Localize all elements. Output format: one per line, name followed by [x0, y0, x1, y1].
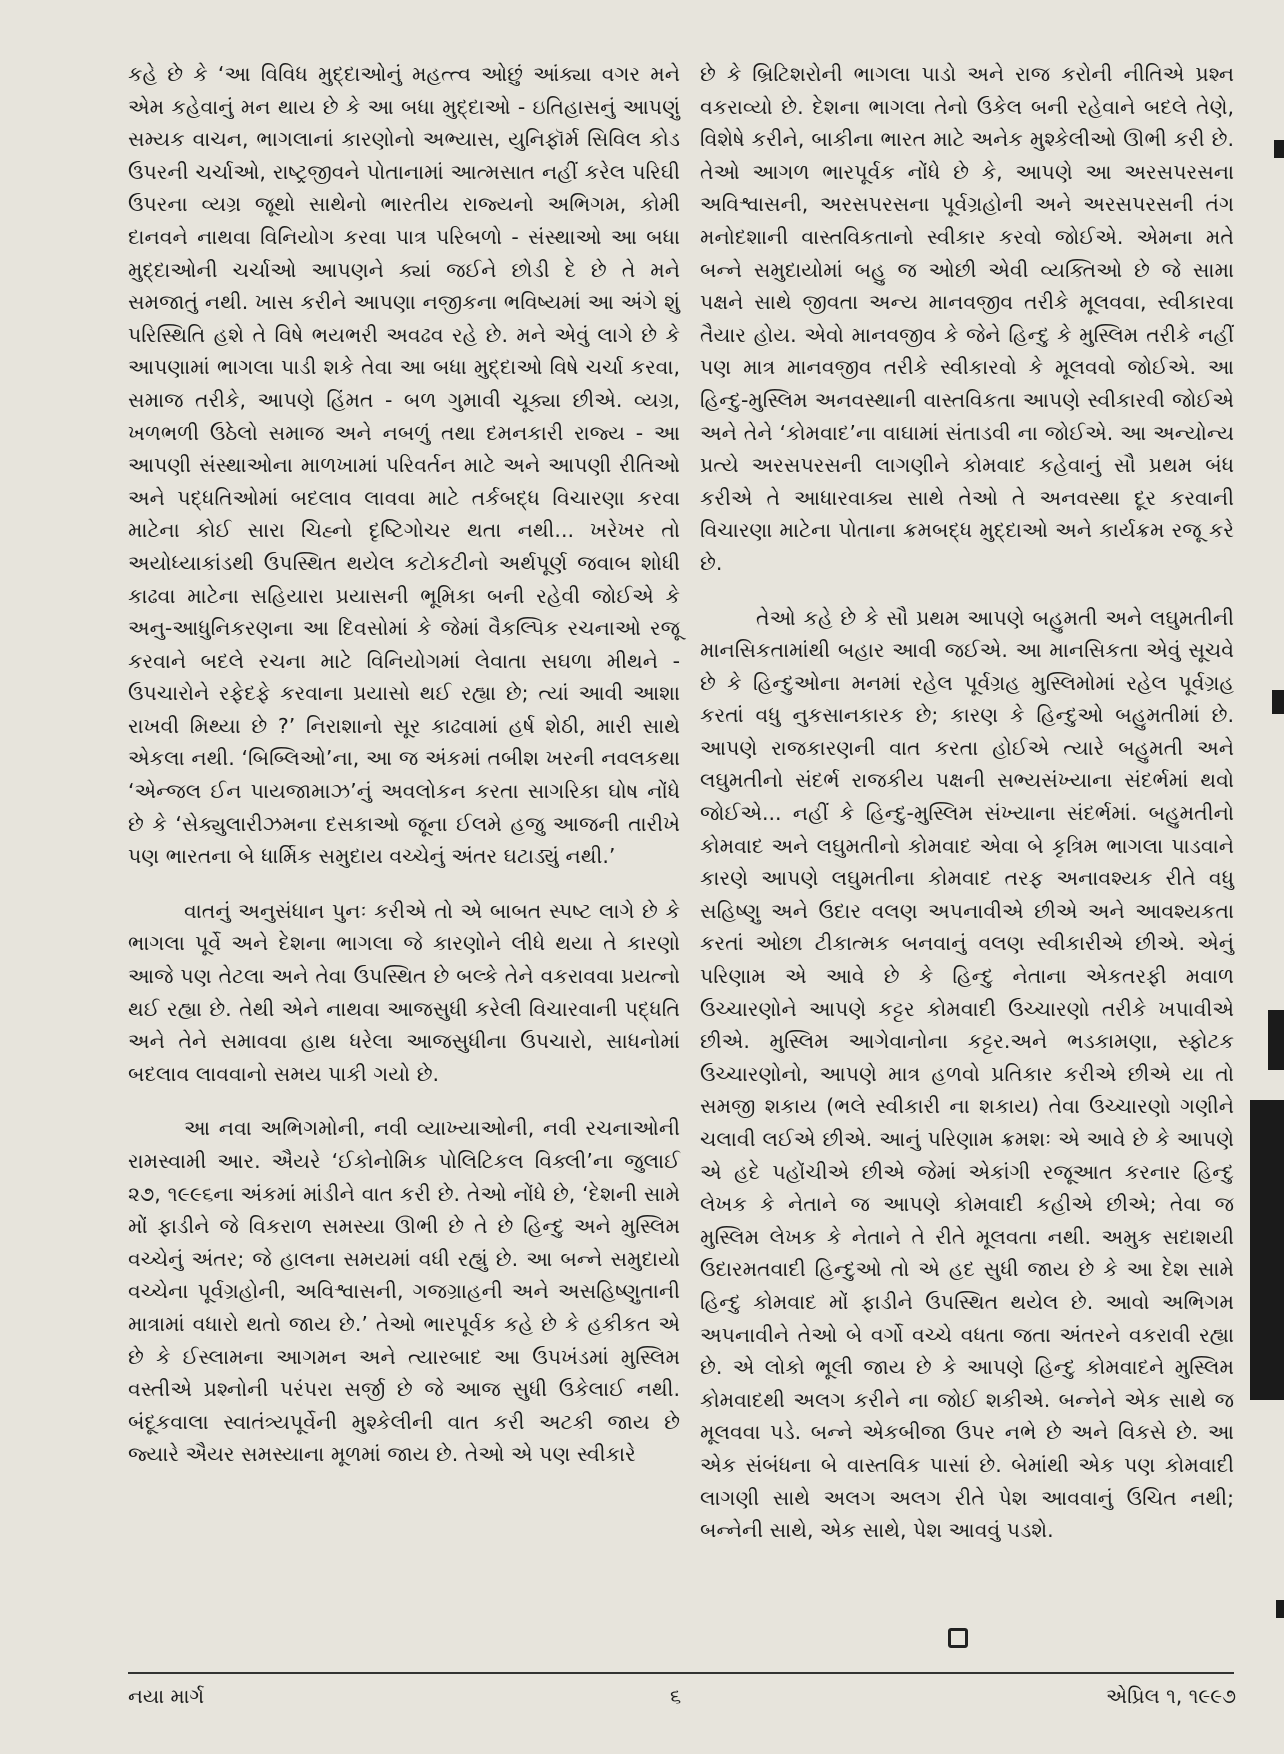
article-end-mark-icon: [948, 1628, 968, 1648]
page-damage-mark: [1268, 1010, 1284, 1070]
paragraph: છે કે બ્રિટિશરોની ભાગલા પાડો અને રાજ કરોની નીતિએ પ્રશ્ન વકરાવ્યો છે. દેશના ભાગલા તેનો ઉકેલ બની રહેવાને બદલે તેણે, વિશેષે કરીને, બાકીના ભારત માટે અનેક મુશ્કેલીઓ ઊભી કરી છે. તેઓ આગળ ભારપૂર્વક નોંધે છે કે, આપણે આ અરસપરસના અવિશ્વાસની, અરસપરસના પૂર્વગ્રહોની અને અરસપરસની તંગ મનોદશાની વાસ્તવિકતાનો સ્વીકાર કરવો જોઈએ. એમના મતે બન્ને સમુદાયોમાં બહુ જ ઓછી એવી વ્યક્તિઓ છે જે સામા પક્ષને સાથે જીવતા અન્ય માનવજીવ તરીકે મૂલવવા, સ્વીકારવા તૈયાર હોય. એવો માનવજીવ કે જેને હિન્દુ કે મુસ્લિમ તરીકે નહીં પણ માત્ર માનવજીવ તરીકે સ્વીકારવો કે મૂલવવો જોઈએ. આ હિન્દુ-મુસ્લિમ અનવસ્થાની વાસ્તવિકતા આપણે સ્વીકારવી જોઈએ અને તેને ‘કોમવાદ’ના વાઘામાં સંતાડવી ના જોઈએ. આ અન્યોન્ય પ્રત્યે અરસપરસની લાગણીને કોમવાદ કહેવાનું સૌ પ્રથમ બંધ કરીએ તે આધારવાક્ય સાથે તેઓ તે અનવસ્થા દૂર કરવાની વિચારણા માટેના પોતાના ક્રમબદ્ધ મુદ્દાઓ અને કાર્યક્રમ રજૂ કરે છે.: [700, 62, 1234, 575]
right-column: [700, 58, 1234, 1547]
paragraph: આ નવા અભિગમોની, નવી વ્યાખ્યાઓની, નવી રચનાઓની રામસ્વામી આર. ઐયરે ‘ઈકોનોમિક પોલિટિકલ વિક્લી’ના જુલાઈ ૨૭, ૧૯૯૬ના અંકમાં માંડીને વાત કરી છે. તેઓ નોંધે છે, ‘દેશની સામે મોં ફાડીને જે વિકરાળ સમસ્યા ઊભી છે તે છે હિન્દુ અને મુસ્લિમ વચ્ચેનું અંતર; જે હાલના સમયમાં વધી રહ્યું છે. આ બન્ને સમુદાયો વચ્ચેના પૂર્વગ્રહોની, અવિશ્વાસની, ગજગ્રાહની અને અસહિષ્ણુતાની માત્રામાં વધારો થતો જાય છે.’ તેઓ ભારપૂર્વક કહે છે કે હકીકત એ છે કે ઈસ્લામના આગમન અને ત્યારબાદ આ ઉપખંડમાં મુસ્લિમ વસ્તીએ પ્રશ્નોની પરંપરા સર્જી છે જે આજ સુધી ઉકેલાઈ નથી. બંદૂકવાલા સ્વાતંત્ર્યપૂર્વેની મુશ્કેલીની વાત કરી અટકી જાય છે જ્યારે ઐયર સમસ્યાના મૂળમાં જાય છે. તેઓ એ પણ સ્વીકારે: [128, 1116, 680, 1467]
issue-date: એપ્રિલ ૧, ૧૯૯૭: [1106, 1684, 1236, 1708]
page-number: ૬: [670, 1684, 682, 1708]
paragraph: વાતનું અનુસંધાન પુનઃ કરીએ તો એ બાબત સ્પષ્ટ લાગે છે કે ભાગલા પૂર્વે અને દેશના ભાગલા જે કારણોને લીધે થયા તે કારણો આજે પણ તેટલા અને તેવા ઉપસ્થિત છે બલ્કે તેને વકરાવવા પ્રયત્નો થઈ રહ્યા છે. તેથી એને નાથવા આજસુધી કરેલી વિચારવાની પદ્ધતિ અને તેને સમાવવા હાથ ધરેલા આજસુધીના ઉપચારો, સાધનોમાં બદલાવ લાવવાનો સમય પાકી ગયો છે.: [128, 898, 680, 1086]
page-damage-mark: [1274, 140, 1284, 158]
footer-divider: [128, 1672, 1234, 1674]
left-column: [128, 58, 680, 1471]
page-damage-mark: [1276, 1600, 1284, 1618]
paragraph: કહે છે કે ‘આ વિવિધ મુદ્દાઓનું મહત્ત્વ ઓછું આંક્યા વગર મને એમ કહેવાનું મન થાય છે કે આ બધા મુદ્દાઓ - ઇતિહાસનું આપણું સમ્યક વાચન, ભાગલાનાં કારણોનો અભ્યાસ, યુનિફૉર્મ સિવિલ કોડ ઉપરની ચર્ચાઓ, રાષ્ટ્રજીવને પોતાનામાં આત્મસાત નહીં કરેલ પરિઘી ઉપરના વ્યગ્ર જૂથો સાથેનો ભારતીય રાજ્યનો અભિગમ, કોમી દાનવને નાથવા વિનિયોગ કરવા પાત્ર પરિબળો - સંસ્થાઓ આ બધા મુદ્દાઓની ચર્ચાઓ આપણને ક્યાં જઈને છોડી દે છે તે મને સમજાતું નથી. ખાસ કરીને આપણા નજીકના ભવિષ્યમાં આ અંગે શું પરિસ્થિતિ હશે તે વિષે ભયભરી અવઢવ રહે છે. મને એવું લાગે છે કે આપણામાં ભાગલા પાડી શકે તેવા આ બધા મુદ્દાઓ વિષે ચર્ચા કરવા, સમાજ તરીકે, આપણે હિંમત - બળ ગુમાવી ચૂક્યા છીએ. વ્યગ્ર, ખળભળી ઉઠેલો સમાજ અને નબળું તથા દમનકારી રાજ્ય - આ આપણી સંસ્થાઓના માળખામાં પરિવર્તન માટે અને આપણી રીતિઓ અને પદ્ધતિઓમાં બદલાવ લાવવા માટે તર્કબદ્ધ વિચારણા કરવા માટેના કોઈ સારા ચિહ્નો દૃષ્ટિગોચર થતા નથી... ખરેખર તો અયોધ્યાકાંડથી ઉપસ્થિત થયેલ કટોકટીનો અર્થપૂર્ણ જવાબ શોધી કાઢવા માટેના સહિયારા પ્રયાસની ભૂમિકા બની રહેવી જોઈએ કે અનુ-આધુનિકરણના આ દિવસોમાં કે જેમાં વૈકલ્પિક રચનાઓ રજૂ કરવાને બદલે રચના માટે વિનિયોગમાં લેવાતા સઘળા મીથને - ઉપચારોને રફેદફે કરવાના પ્રયાસો થઈ રહ્યા છે; ત્યાં આવી આશા રાખવી મિથ્યા છે ?’ નિરાશાનો સૂર કાઢવામાં હર્ષ શેઠી, મારી સાથે એકલા નથી. ‘બિબ્લિઓ’ના, આ જ અંકમાં તબીશ ખરની નવલકથા ‘એન્જલ ઈન પાયજામાઝ’નું અવલોકન કરતા સાગરિકા ઘોષ નોંધે છે કે ‘સેક્યુલારીઝમના દસકાઓ જૂના ઈલમે હજુ આજની તારીખે પણ ભારતના બે ધાર્મિક સમુદાય વચ્ચેનું અંતર ઘટાડ્યું નથી.’: [128, 62, 680, 869]
publication-name: નયા માર્ગ: [128, 1684, 205, 1708]
paragraph: તેઓ કહે છે કે સૌ પ્રથમ આપણે બહુમતી અને લઘુમતીની માનસિકતામાંથી બહાર આવી જઈએ. આ માનસિકતા એવું સૂચવે છે કે હિન્દુઓના મનમાં રહેલ પૂર્વગ્રહ મુસ્લિમોમાં રહેલ પૂર્વગ્રહ કરતાં વધુ નુકસાનકારક છે; કારણ કે હિન્દુઓ બહુમતીમાં છે. આપણે રાજકારણની વાત કરતા હોઈએ ત્યારે બહુમતી અને લઘુમતીનો સંદર્ભ રાજકીય પક્ષની સભ્યસંખ્યાના સંદર્ભમાં થવો જોઈએ... નહીં કે હિન્દુ-મુસ્લિમ સંખ્યાના સંદર્ભમાં. બહુમતીનો કોમવાદ અને લઘુમતીનો કોમવાદ એવા બે કૃત્રિમ ભાગલા પાડવાને કારણે આપણે લઘુમતીના કોમવાદ તરફ અનાવશ્યક રીતે વધુ સહિષ્ણુ અને ઉદાર વલણ અપનાવીએ છીએ અને આવશ્યકતા કરતાં ઓછા ટીકાત્મક બનવાનું વલણ સ્વીકારીએ છીએ. એનું પરિણામ એ આવે છે કે હિન્દુ નેતાના એકતરફી મવાળ ઉચ્ચારણોને આપણે કટ્ટર કોમવાદી ઉચ્ચારણો તરીકે ખપાવીએ છીએ. મુસ્લિમ આગેવાનોના કટ્ટર.અને ભડકામણા, સ્ફોટક ઉચ્ચારણોનો, આપણે માત્ર હળવો પ્રતિકાર કરીએ છીએ યા તો સમજી શકાય (ભલે સ્વીકારી ના શકાય) તેવા ઉચ્ચારણો ગણીને ચલાવી લઈએ છીએ. આનું પરિણામ ક્રમશઃ એ આવે છે કે આપણે એ હદે પહોંચીએ છીએ જેમાં એકાંગી રજૂઆત કરનાર હિન્દુ લેખક કે નેતાને જ આપણે કોમવાદી કહીએ છીએ; તેવા જ મુસ્લિમ લેખક કે નેતાને તે રીતે મૂલવતા નથી. અમુક સદાશયી ઉદારમતવાદી હિન્દુઓ તો એ હદ સુધી જાય છે કે આ દેશ સામે હિન્દુ કોમવાદ મોં ફાડીને ઉપસ્થિત થયેલ છે. આવો અભિગમ અપનાવીને તેઓ બે વર્ગો વચ્ચે વધતા જતા અંતરને વકરાવી રહ્યા છે. એ લોકો ભૂલી જાય છે કે આપણે હિન્દુ કોમવાદને મુસ્લિમ કોમવાદથી અલગ કરીને ના જોઈ શકીએ. બન્નેને એક સાથે જ મૂલવવા પડે. બન્ને એકબીજા ઉપર નભે છે અને વિકસે છે. આ એક સંબંધના બે વાસ્તવિક પાસાં છે. બેમાંથી એક પણ કોમવાદી લાગણી સાથે અલગ અલગ રીતે પેશ આવવાનું ઉચિત નથી; બન્નેની સાથે, એક સાથે, પેશ આવવું પડશે.: [700, 605, 1234, 1543]
page-damage-mark: [1272, 690, 1284, 714]
page-damage-mark: [1250, 1100, 1284, 1400]
